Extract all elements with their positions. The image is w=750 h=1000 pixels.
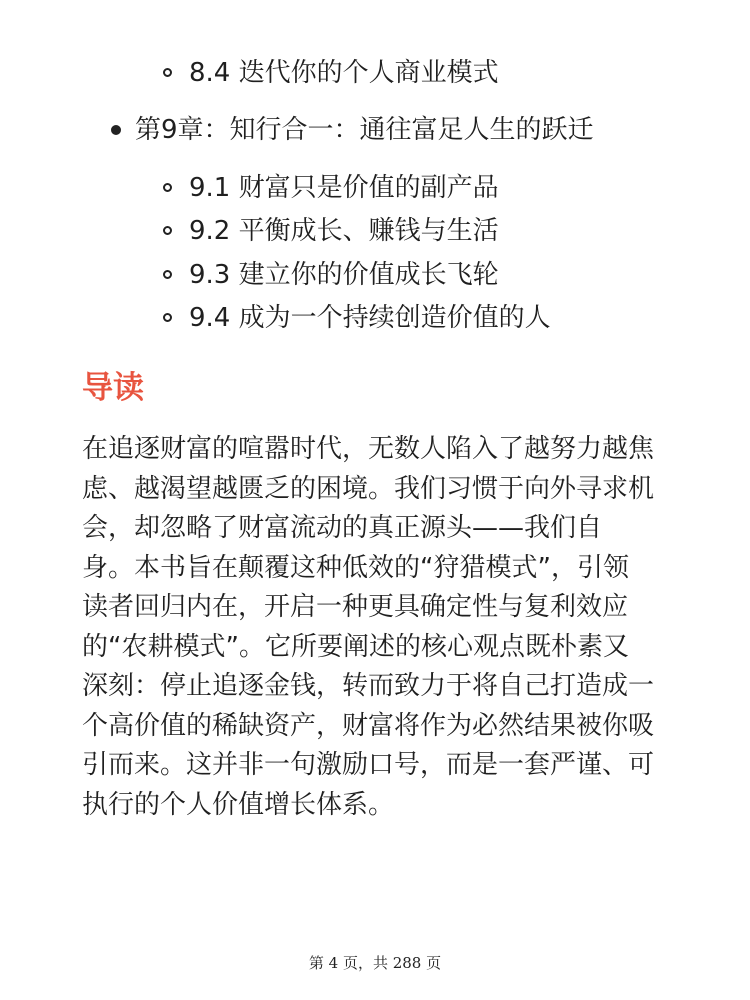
paragraph-line: 个高价值的稀缺资产，财富将作为必然结果被你吸 [82,710,655,741]
page-number: 第 4 页，共 288 页 [308,954,442,972]
hollow-bullet-icon [163,183,172,192]
paragraph-line: 的“农耕模式”。它所要阐述的核心观点既朴素又 [82,631,629,662]
section-heading: 导读 [82,370,144,406]
paragraph-line: 深刻：停止追逐金钱，转而致力于将自己打造成一 [82,671,655,701]
paragraph-line: 在追逐财富的喧嚣时代，无数人陷入了越努力越焦 [82,434,655,464]
toc-subitem: 9.4 成为一个持续创造价值的人 [189,303,551,333]
hollow-bullet-icon [163,313,172,322]
toc-subitem: 8.4 迭代你的个人商业模式 [189,58,499,88]
toc-chapter-item: 第9章：知行合一：通往富足人生的跃迁 [135,115,594,145]
toc-subitem: 9.1 财富只是价值的副产品 [189,173,499,203]
hollow-bullet-icon [163,226,172,235]
paragraph-line: 身。本书旨在颠覆这种低效的“狩猎模式”，引领 [82,552,629,583]
paragraph-line: 执行的个人价值增长体系。 [82,789,395,820]
hollow-bullet-icon [163,68,172,77]
paragraph-line: 引而来。这并非一句激励口号，而是一套严谨、可 [82,750,655,780]
paragraph-line: 虑、越渴望越匮乏的困境。我们习惯于向外寻求机 [82,473,655,504]
paragraph-line: 读者回归内在，开启一种更具确定性与复利效应 [82,592,629,622]
body-paragraph [82,430,672,825]
hollow-bullet-icon [163,270,172,279]
paragraph-line: 会，却忽略了财富流动的真正源头——我们自 [82,513,603,543]
toc-subitem: 9.3 建立你的价值成长飞轮 [189,260,499,290]
toc-subitem: 9.2 平衡成长、赚钱与生活 [189,216,499,246]
solid-bullet-icon [111,125,121,135]
